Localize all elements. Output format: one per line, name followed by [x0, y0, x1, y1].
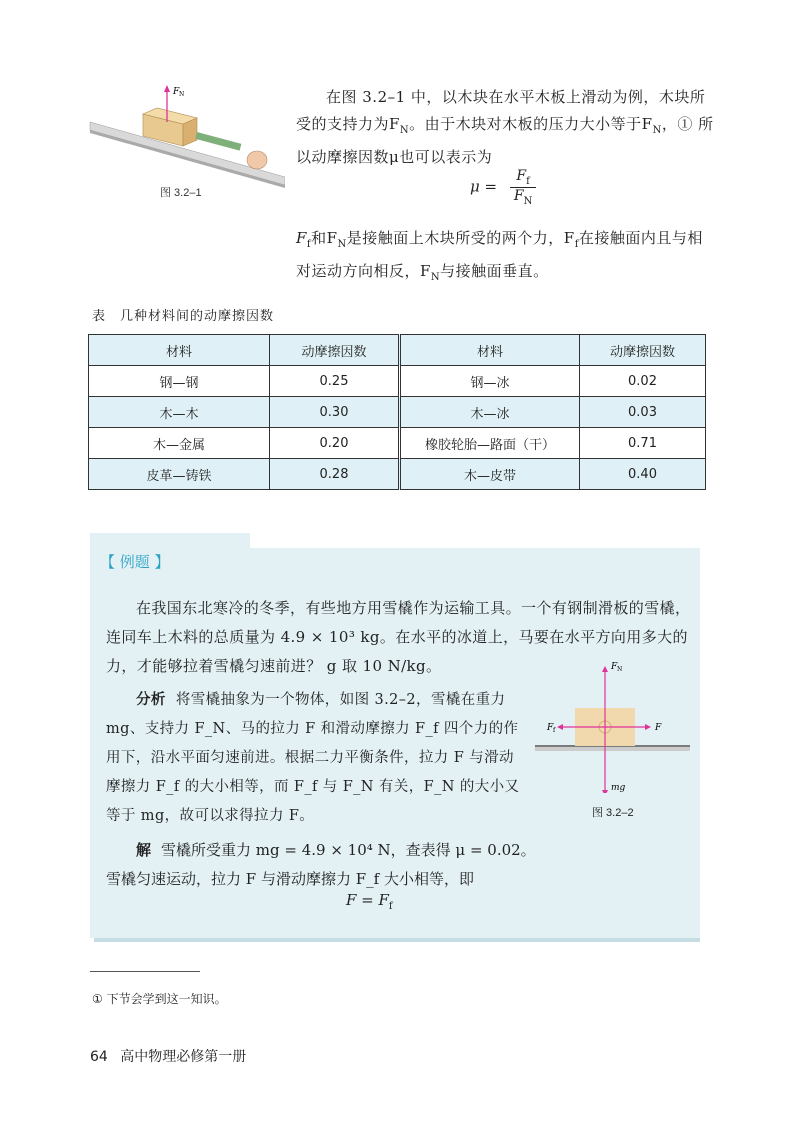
solution-line-1-text: 雪橇所受重力 mg = 4.9 × 10⁴ N，查表得 μ = 0.02。: [161, 841, 536, 859]
example-title: 【 例题 】: [100, 553, 170, 571]
figure-3-2-2: [535, 658, 690, 793]
formula-mu-fraction: [510, 168, 536, 207]
table-cell: 0.28: [270, 459, 400, 490]
formula-den-sub: N: [523, 195, 533, 207]
table-cell: 木—冰: [400, 397, 580, 428]
table-cell: 皮革—铸铁: [89, 459, 270, 490]
figure-2-caption: 图 3.2–2: [592, 807, 634, 819]
p2-f: F: [296, 229, 307, 247]
table-cell: 木—皮带: [400, 459, 580, 490]
p2-sub-2: N: [337, 239, 347, 250]
table-row: [89, 397, 706, 428]
table-cell: 0.02: [580, 366, 706, 397]
formula-num-sub: f: [526, 175, 530, 187]
p2-text-d: 与接触面垂直。: [440, 262, 549, 280]
formula2-text: F = F: [346, 891, 389, 909]
header-coef-2: 动摩擦因数: [580, 335, 706, 366]
fig1-force-sub: N: [179, 91, 185, 98]
header-material-1: 材料: [89, 335, 270, 366]
p2-sub-3: f: [574, 239, 579, 250]
table-row: [89, 459, 706, 490]
table-cell: 0.30: [270, 397, 400, 428]
table-cell: 钢—冰: [400, 366, 580, 397]
example-analysis: [106, 686, 526, 831]
table-cell: 0.71: [580, 428, 706, 459]
fig2-fn-label: F: [611, 662, 618, 672]
fig1-force-label: F: [173, 87, 180, 97]
page-number: 64: [90, 1049, 108, 1065]
table-cell: 橡胶轮胎—路面（干）: [400, 428, 580, 459]
p2-text-b: 是接触面上木块所受的两个力，F: [346, 229, 575, 247]
p2-text-c: 在接触面内且与相对运动方向相反，F: [296, 229, 703, 280]
table-cell: 0.25: [270, 366, 400, 397]
p2-text-a: 和F: [311, 229, 338, 247]
fig2-f-label: F: [655, 723, 662, 733]
table-title: 表 几种材料间的动摩擦因数: [92, 309, 275, 324]
example-problem: 在我国东北寒冷的冬季，有些地方用雪橇作为运输工具。一个有钢制滑板的雪橇，连同车上木料的总质量为 4.9 × 10³ kg。在水平的冰道上，马要在水平方向用多大的力，才能够拉着雪橇匀速前进？ g 取 10 N/kg。: [106, 599, 691, 675]
friction-table: [88, 334, 706, 490]
p1-text-a: 在图 3.2–1 中，以木块在水平木板上滑动为例，木块所受的支持力为F: [296, 88, 706, 133]
footnote: ① 下节会学到这一知识。: [92, 992, 227, 1006]
footnote-divider: [90, 971, 200, 972]
fig2-ff-label: F: [547, 723, 554, 733]
figure-1-caption: 图 3.2–1: [160, 187, 202, 199]
fig2-fn-sub: N: [617, 666, 623, 673]
formula-f-equals-ff: [346, 891, 393, 912]
formula-num: F: [516, 168, 527, 184]
table-cell: 木—金属: [89, 428, 270, 459]
analysis-text: 将雪橇抽象为一个物体，如图 3.2–2，雪橇在重力 mg、支持力 F_N、马的拉力 F 和滑动摩擦力 F_f 四个力的作用下，沿水平面匀速前进。根据二力平衡条件，拉力 F 与滑动摩擦力 F_f 的大小相等，而 F_f 与 F_N 有关，F_N 的大小又等于 mg，故可以求得拉力 F。: [106, 692, 520, 824]
table-cell: 木—木: [89, 397, 270, 428]
fig2-mg-label: mg: [611, 783, 626, 793]
solution-label: 解: [136, 841, 152, 859]
page-footer: [90, 1046, 246, 1066]
solution-line-2: 雪橇匀速运动，拉力 F 与滑动摩擦力 F_f 大小相等，即: [106, 870, 474, 888]
formula-mu: [470, 168, 536, 207]
paragraph-1: [296, 84, 716, 171]
example-solution: [106, 836, 696, 894]
header-coef-1: 动摩擦因数: [270, 335, 400, 366]
table-cell: 钢—钢: [89, 366, 270, 397]
p1-text-b: 。由于木块对木板的压力大小等于F: [409, 115, 653, 133]
p1-sub-1: N: [399, 125, 410, 136]
p2-sub-1: f: [306, 239, 312, 250]
example-box-shadow: [94, 938, 700, 942]
table-cell: 0.20: [270, 428, 400, 459]
p2-sub-4: N: [430, 272, 441, 283]
table-header-row: [89, 335, 706, 366]
paragraph-2: [296, 225, 716, 291]
table-cell: 0.03: [580, 397, 706, 428]
formula-den: F: [513, 187, 524, 204]
table-cell: 0.40: [580, 459, 706, 490]
formula-mu-lhs: μ =: [470, 177, 498, 196]
book-title: 高中物理必修第一册: [120, 1049, 247, 1065]
table-row: [89, 428, 706, 459]
formula2-sub: f: [388, 901, 393, 912]
fig2-ff-sub: f: [553, 727, 556, 734]
header-material-2: 材料: [400, 335, 580, 366]
p1-sub-2: N: [652, 125, 662, 136]
p1-text-c: ，① 所以动摩擦因数μ也可以表示为: [296, 115, 714, 166]
analysis-label: 分析: [136, 692, 166, 708]
table-row: [89, 366, 706, 397]
solution-line-1: [106, 836, 696, 865]
